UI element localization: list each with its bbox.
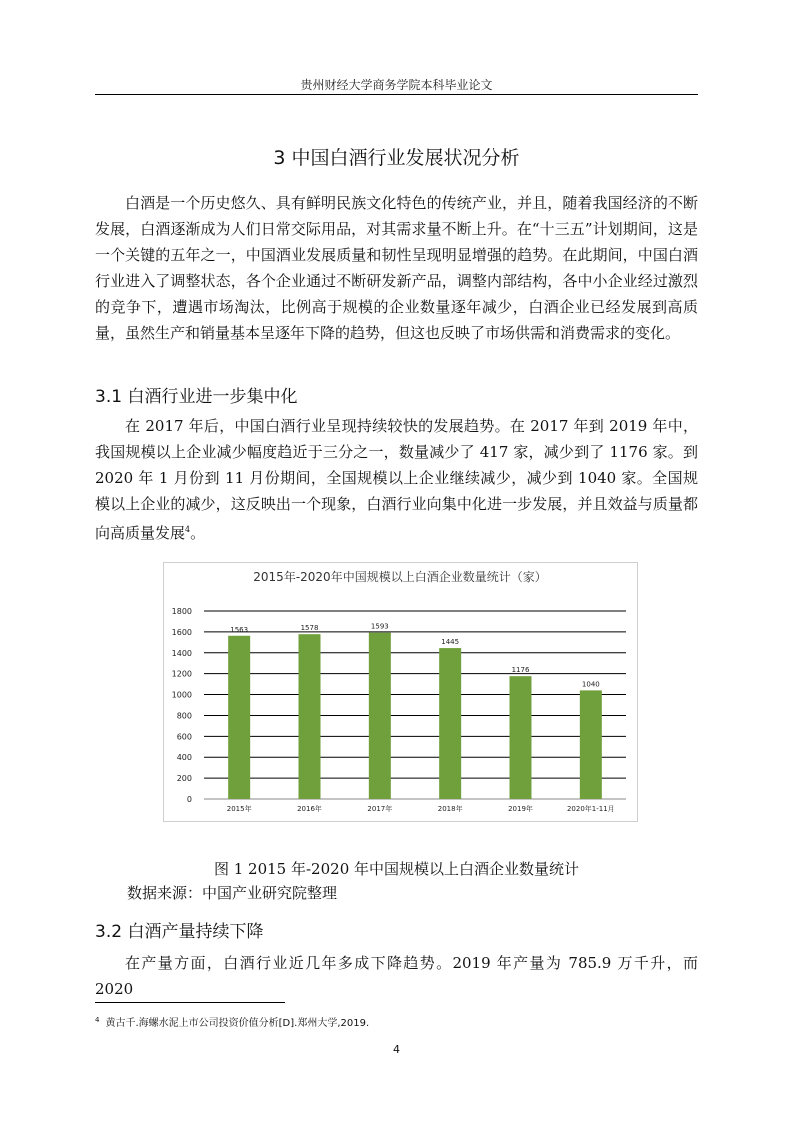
page-number: 4 bbox=[393, 1043, 400, 1056]
header-rule bbox=[95, 94, 698, 95]
footnote bbox=[95, 1014, 369, 1029]
section-title-3-2: 3.2 白酒产量持续下降 bbox=[95, 922, 264, 942]
bar-chart-svg bbox=[164, 563, 637, 821]
footnote-reference[interactable]: 4 bbox=[185, 525, 191, 534]
section-title-3-1: 3.1 白酒行业进一步集中化 bbox=[95, 387, 298, 407]
chart-title: 2015年-2020年中国规模以上白酒企业数量统计（家） bbox=[253, 570, 547, 584]
y-tick-label: 1400 bbox=[171, 648, 192, 658]
y-tick-label: 1000 bbox=[171, 690, 192, 700]
running-header: 贵州财经大学商务学院本科毕业论文 bbox=[300, 78, 493, 92]
bar bbox=[228, 636, 250, 799]
footnote-marker: 4 bbox=[95, 1015, 100, 1024]
bar bbox=[439, 648, 461, 799]
bar-value-label: 1040 bbox=[581, 680, 600, 689]
x-tick-label: 2018年 bbox=[437, 805, 463, 813]
bar-value-label: 1445 bbox=[441, 638, 460, 647]
y-tick-label: 200 bbox=[176, 774, 192, 784]
y-tick-label: 0 bbox=[186, 795, 192, 804]
bar-value-label: 1578 bbox=[300, 624, 319, 633]
figure-source: 数据来源：中国产业研究院整理 bbox=[127, 884, 338, 902]
x-tick-label: 2015年 bbox=[226, 805, 252, 813]
y-tick-label: 1200 bbox=[171, 669, 192, 679]
section-3-1-text: 在 2017 年后，中国白酒行业呈现持续较快的发展趋势。在 2017 年到 2019 年中，我国规模以上企业减少幅度趋近于三分之一，数量减少了 417 家，减少到了 1176 家。到 2020 年 1 月份到 11 月份期间，全国规模以上企业继续减少，减少到 1040 家。全国规模以上企业的减少，这反映出一个现象，白酒行业向集中化进一步发展，并且效益与质量都向高质量发展 bbox=[95, 417, 698, 542]
section-3-2-paragraph: 在产量方面，白酒行业近几年多成下降趋势。2019 年产量为 785.9 万千升，而 2020 bbox=[95, 954, 698, 998]
bar-value-label: 1563 bbox=[230, 625, 249, 634]
footnote-rule bbox=[95, 1002, 285, 1003]
bar-value-label: 1593 bbox=[370, 622, 389, 631]
section-3-1-paragraph: 在 2017 年后，中国白酒行业呈现持续较快的发展趋势。在 2017 年到 2019 年中，我国规模以上企业减少幅度趋近于三分之一，数量减少了 417 家，减少到了 1176 家。到 2020 年 1 月份到 11 月份期间，全国规模以上企业继续减少，减少到 1040 家。全国规模以上企业的减少，这反映出一个现象，白酒行业向集中化进一步发展，并且效益与质量都向高质量发展$^4$。 bbox=[95, 417, 698, 542]
footnote-text: 黄古千.海螺水泥上市公司投资价值分析[D].郑州大学,2019. bbox=[105, 1018, 370, 1029]
y-tick-label: 1600 bbox=[171, 627, 192, 637]
bar-chart bbox=[163, 562, 638, 822]
bar bbox=[299, 634, 321, 799]
x-tick-label: 2019年 bbox=[508, 805, 533, 813]
bar-value-label: 1176 bbox=[511, 666, 530, 675]
y-tick-label: 1800 bbox=[171, 607, 192, 616]
y-tick-label: 800 bbox=[176, 711, 192, 721]
figure-caption: 图 1 2015 年-2020 年中国规模以上白酒企业数量统计 bbox=[213, 860, 580, 878]
x-tick-label: 2016年 bbox=[297, 805, 322, 813]
chapter-title: 3 中国白酒行业发展状况分析 bbox=[273, 147, 520, 169]
x-tick-label: 2017年 bbox=[367, 805, 393, 813]
intro-paragraph: 白酒是一个历史悠久、具有鲜明民族文化特色的传统产业，并且，随着我国经济的不断发展，白酒逐渐成为人们日常交际用品，对其需求量不断上升。在“十三五”计划期间，这是一个关键的五年之一，中国酒业发展质量和韧性呈现明显增强的趋势。在此期间，中国白酒行业进入了调整状态，各个企业通过不断研发新产品，调整内部结构，各中小企业经过激烈的竞争下，遭遇市场淘汰，比例高于规模的企业数量逐年减少，白酒企业已经发展到高质量，虽然生产和销量基本呈逐年下降的趋势，但这也反映了市场供需和消费需求的变化。 bbox=[95, 194, 698, 342]
bar bbox=[580, 690, 602, 799]
y-tick-label: 600 bbox=[176, 732, 192, 742]
y-tick-label: 400 bbox=[176, 753, 192, 763]
x-tick-label: 2020年1-11月 bbox=[566, 805, 615, 813]
bar bbox=[510, 676, 532, 799]
bar bbox=[369, 633, 391, 799]
